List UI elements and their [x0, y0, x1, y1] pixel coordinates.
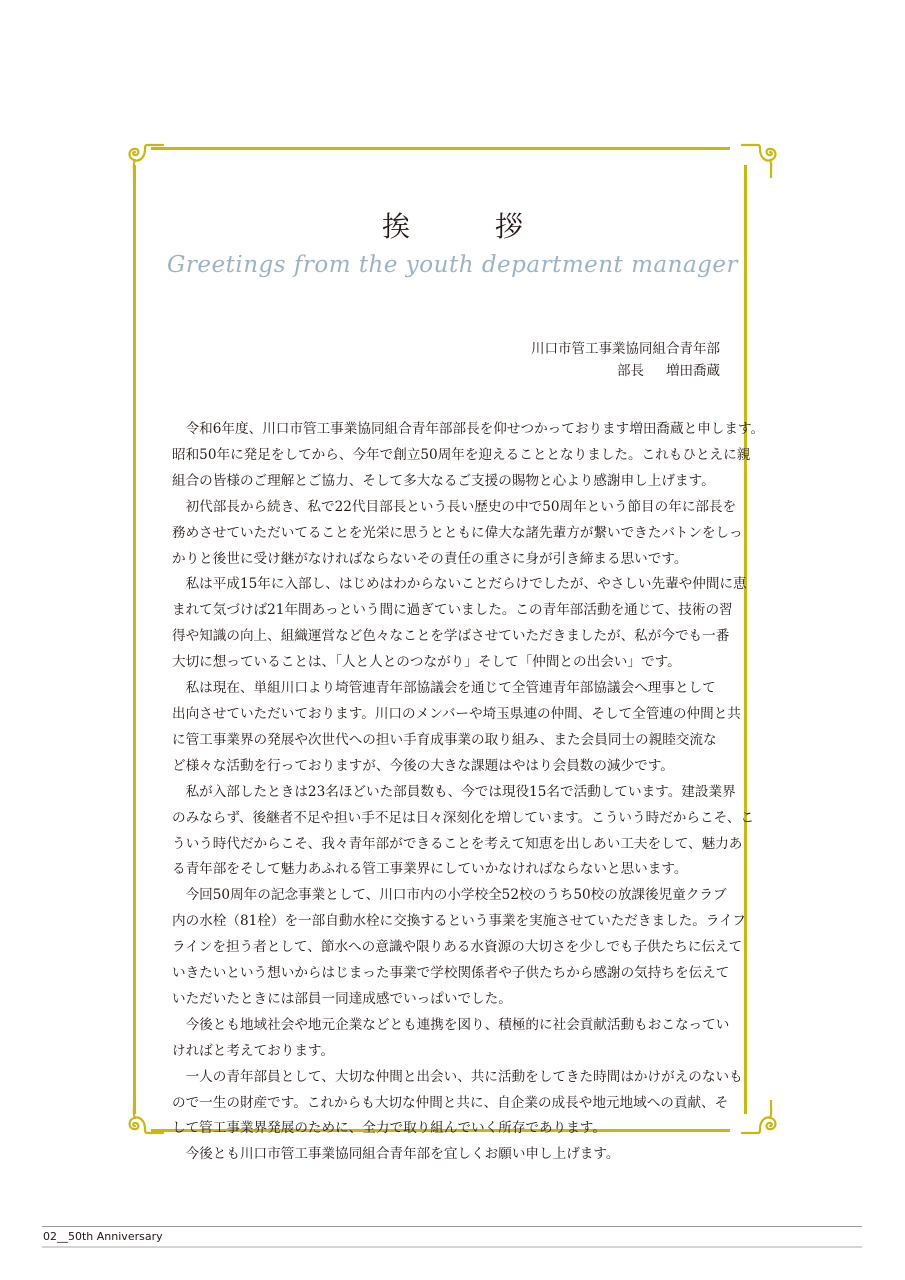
body-paragraph — [172, 883, 746, 1013]
author-position: 部長 — [617, 363, 644, 379]
body-line: 務めさせていただいてることを光栄に思うとともに偉大な諸先輩方が繋いできたバトンをしっ — [172, 524, 743, 541]
body-line: 得や知識の向上、組織運営など色々なことを学ばさせていただきましたが、私が今でも一番 — [172, 628, 730, 645]
body-line: 大切に想っていることは、「人と人とのつながり」そして「仲間との出会い」です。 — [172, 654, 681, 671]
title-char: 挨 — [381, 210, 410, 243]
footer-divider — [42, 1246, 862, 1248]
body-line: ういう時代だからこそ、我々青年部ができることを考えて知恵を出しあい工夫をして、魅力あ — [172, 835, 743, 852]
body-paragraph — [172, 417, 765, 495]
footer-label: 50th Anniversary — [68, 1230, 163, 1243]
body-line: いきたいという想いからはじまった事業で学校関係者や子供たちから感謝の気持ちを伝えて — [172, 965, 730, 982]
body-line: 今回50周年の記念事業として、川口市内の小学校全52校のうち50校の放課後児童クラブ — [185, 887, 727, 904]
body-line: ど様々な活動を行っておりますが、今後の大きな課題はやはり会員数の減少です。 — [172, 757, 674, 774]
body-line: かりと後世に受け継がなければならないその責任の重さに身が引き締まる思いです。 — [172, 550, 688, 567]
page-number: 02 — [43, 1230, 57, 1243]
swirl-ornament-icon — [125, 138, 165, 178]
body-line: 一人の青年部員として、大切な仲間と出会い、共に活動をしてきた時間はかけがえのないも — [185, 1068, 743, 1085]
body-line: のみならず、後継者不足や担い手不足は日々深刻化を増しています。こういう時だからこそ、こ — [172, 809, 755, 826]
body-line: 内の水栓（81栓）を一部自動水栓に交換するという事業を実施させていただきました。ライフ — [172, 913, 746, 930]
author-organization: 川口市管工事業協同組合青年部 — [531, 341, 720, 357]
body-line: 令和6年度、川口市管工事業協同組合青年部部長を仰せつかっております増田喬蔵と申します。 — [185, 421, 765, 437]
body-line: ので一生の財産です。これからも大切な仲間と共に、自企業の成長や地元地域への貢献、そ — [172, 1094, 729, 1111]
body-line: 初代部長から続き、私で22代目部長という長い歴史の中で50周年という節目の年に部長を — [185, 498, 737, 515]
body-line: 今後とも川口市管工事業協同組合青年部を宜しくお願い申し上げます。 — [185, 1146, 620, 1163]
body-line: ければと考えております。 — [172, 1042, 335, 1059]
body-paragraph — [172, 1065, 742, 1143]
footer-divider — [42, 1226, 862, 1227]
author-name-line — [531, 360, 720, 382]
body-paragraph — [172, 1013, 742, 1065]
body-paragraph — [172, 495, 742, 573]
author-name: 増田喬蔵 — [666, 363, 720, 379]
body-paragraph — [172, 572, 747, 676]
body-line: 出向させていただいております。川口のメンバーや埼玉県連の仲間、そして全管連の仲間と共 — [172, 705, 741, 722]
body-line: 昭和50年に発足をしてから、今年で創立50周年を迎えることとなりました。これもひとえに親 — [172, 446, 751, 463]
body-line: 私は平成15年に入部し、はじめはわからないことだらけでしたが、やさしい先輩や仲間に恵 — [185, 576, 747, 593]
swirl-ornament-icon — [125, 1100, 165, 1140]
body-line: に管工事業界の発展や次世代への担い手育成事業の取り組み、また会員同士の親睦交流な — [172, 731, 717, 748]
body-line: 組合の皆様のご理解とご協力、そして多大なるご支援の賜物と心より感謝申し上げます。 — [172, 472, 715, 489]
body-paragraph — [172, 1142, 742, 1168]
body-line: 私が入部したときは23名ほどいた部員数も、今では現役15名で活動しています。建設業界 — [185, 783, 736, 800]
body-line: いただいたときには部員一同達成感でいっぱいでした。 — [172, 990, 512, 1007]
body-line: 今後とも地域社会や地元企業などとも連携を図り、積極的に社会貢献活動もおこなってい — [185, 1016, 730, 1033]
footer: 02__50th Anniversary — [43, 1230, 163, 1243]
body-paragraph — [172, 676, 742, 780]
greeting-body — [172, 417, 765, 1168]
body-line: まれて気づけば21年間あっという間に過ぎていました。この青年部活動を通じて、技術の習 — [172, 602, 733, 619]
body-line: る青年部をそして魅力あふれる管工事業界にしていかなければならないと思います。 — [172, 861, 688, 878]
swirl-ornament-icon — [740, 1100, 780, 1140]
body-line: ラインを担う者として、節水への意識や限りある水資源の大切さを少しでも子供たちに伝えて — [172, 939, 743, 956]
body-paragraph — [172, 780, 755, 884]
swirl-ornament-icon — [740, 138, 780, 178]
title-char: 拶 — [495, 210, 524, 243]
page-subtitle: Greetings from the youth department manager — [167, 252, 738, 278]
page-title — [0, 205, 905, 245]
author-block — [531, 338, 720, 382]
body-line: して管工事業界発展のために、全力で取り組んでいく所存であります。 — [172, 1120, 606, 1137]
body-line: 私は現在、単組川口より埼管連青年部協議会を通じて全管連青年部協議会へ理事として — [185, 680, 716, 697]
